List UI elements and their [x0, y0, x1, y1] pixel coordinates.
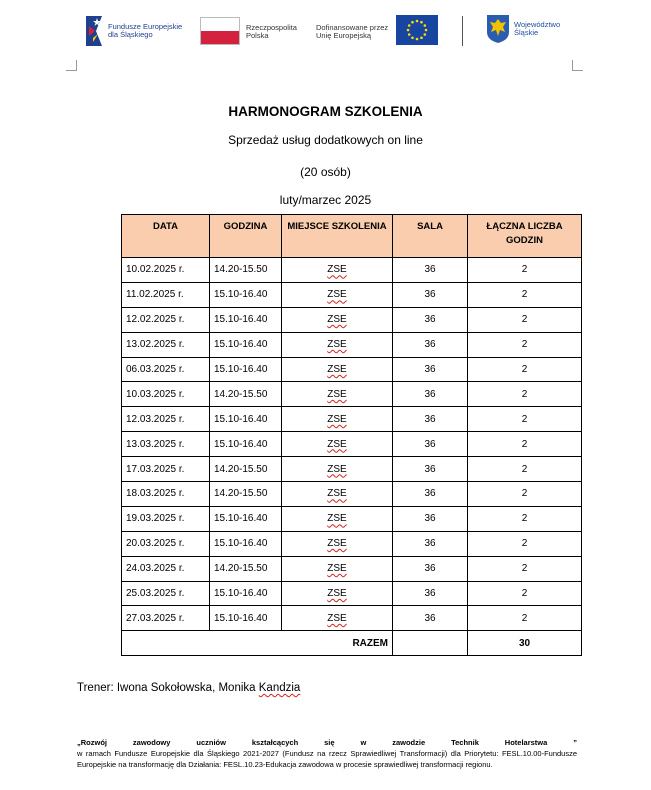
schedule-table [121, 214, 582, 656]
row-hours-text: 2 [521, 413, 528, 425]
table-row [122, 482, 582, 507]
row-room [393, 606, 468, 631]
row-date-text: 10.03.2025 r. [126, 388, 185, 400]
row-time [210, 432, 282, 457]
row-room-text: 36 [424, 314, 436, 326]
row-place-text: ZSE [327, 563, 347, 575]
row-place-text: ZSE [327, 314, 347, 326]
row-room-text: 36 [424, 563, 436, 575]
row-room [393, 432, 468, 457]
slaskie-eagle-icon [486, 14, 510, 44]
row-date-text: 20.03.2025 r. [126, 538, 185, 550]
row-hours-text: 2 [521, 463, 528, 475]
margin-corner-left [66, 60, 77, 71]
row-date-text: 17.03.2025 r. [126, 463, 185, 475]
row-room [393, 407, 468, 432]
table-row [122, 382, 582, 407]
row-hours-text: 2 [521, 563, 528, 575]
wojewodztwo-slaskie-logo [486, 14, 561, 49]
total-row [122, 631, 582, 656]
row-time-text: 14.20-15.50 [214, 388, 268, 400]
row-date [122, 482, 210, 507]
row-time-text: 14.20-15.50 [214, 563, 268, 575]
row-place [282, 258, 393, 283]
row-time [210, 258, 282, 283]
row-place [282, 531, 393, 556]
row-hours [468, 556, 582, 581]
row-hours [468, 282, 582, 307]
row-place [282, 282, 393, 307]
row-room [393, 531, 468, 556]
row-place [282, 581, 393, 606]
row-date-text: 13.02.2025 r. [126, 339, 185, 351]
row-time-text: 15.10-16.40 [214, 438, 268, 450]
table-row [122, 307, 582, 332]
row-hours [468, 581, 582, 606]
row-time-text: 15.10-16.40 [214, 314, 268, 326]
row-place-text: ZSE [327, 413, 347, 425]
row-date-text: 12.03.2025 r. [126, 413, 185, 425]
row-time [210, 457, 282, 482]
row-date-text: 19.03.2025 r. [126, 513, 185, 525]
row-hours-text: 2 [521, 588, 528, 600]
table-row [122, 282, 582, 307]
row-place-text: ZSE [327, 488, 347, 500]
fe-logo-line-1: Fundusze Europejskie [108, 22, 183, 31]
funding-details: w ramach Fundusze Europejskie dla Śląskiego 2021-2027 (Fundusz na rzecz Sprawiedliwej Transformacji) dla Priorytetu: FESL.10.00-Fundusze Europejskie na transformację dla Działania: FESL.10.23-Edukacja zawodowa w procesie sprawiedliwej transformacji regionu. [77, 749, 577, 769]
row-place [282, 432, 393, 457]
row-time [210, 482, 282, 507]
row-time-text: 14.20-15.50 [214, 463, 268, 475]
row-hours-text: 2 [521, 513, 528, 525]
row-room [393, 482, 468, 507]
table-row [122, 432, 582, 457]
row-hours [468, 258, 582, 283]
row-room-text: 36 [424, 612, 436, 624]
table-row [122, 606, 582, 631]
eu-flag-icon [396, 15, 438, 45]
row-place [282, 506, 393, 531]
table-row [122, 581, 582, 606]
row-room-text: 36 [424, 264, 436, 276]
col-header-room: SALA [393, 215, 468, 258]
row-room-text: 36 [424, 289, 436, 301]
margin-corner-right [572, 60, 583, 71]
row-room [393, 556, 468, 581]
row-hours [468, 531, 582, 556]
row-place-text: ZSE [327, 588, 347, 600]
row-time [210, 531, 282, 556]
row-place [282, 407, 393, 432]
row-room-text: 36 [424, 538, 436, 550]
row-place [282, 357, 393, 382]
row-date [122, 581, 210, 606]
logo-divider [462, 16, 463, 46]
row-place [282, 332, 393, 357]
slaskie-logo-line-1: Województwo [514, 20, 561, 29]
row-time [210, 307, 282, 332]
row-time-text: 15.10-16.40 [214, 513, 268, 525]
row-hours [468, 382, 582, 407]
poland-flag-icon [200, 17, 240, 45]
row-time [210, 606, 282, 631]
row-time [210, 581, 282, 606]
row-room [393, 258, 468, 283]
row-date [122, 506, 210, 531]
row-date-text: 10.02.2025 r. [126, 264, 185, 276]
row-time-text: 15.10-16.40 [214, 538, 268, 550]
row-time-text: 15.10-16.40 [214, 413, 268, 425]
row-room [393, 506, 468, 531]
row-place-text: ZSE [327, 388, 347, 400]
row-hours [468, 407, 582, 432]
row-room [393, 382, 468, 407]
row-hours [468, 307, 582, 332]
row-room [393, 282, 468, 307]
row-date [122, 432, 210, 457]
row-time [210, 357, 282, 382]
row-place-text: ZSE [327, 289, 347, 301]
row-date [122, 457, 210, 482]
row-time [210, 407, 282, 432]
row-hours-text: 2 [521, 388, 528, 400]
row-room [393, 307, 468, 332]
row-time-text: 15.10-16.40 [214, 339, 268, 351]
row-place-text: ZSE [327, 463, 347, 475]
row-place-text: ZSE [327, 264, 347, 276]
row-date-text: 11.02.2025 r. [126, 289, 184, 301]
col-header-date: DATA [122, 215, 210, 258]
logo-bar [84, 14, 584, 48]
row-date-text: 27.03.2025 r. [126, 612, 185, 624]
row-time [210, 332, 282, 357]
row-hours-text: 2 [521, 289, 528, 301]
table-row [122, 556, 582, 581]
row-room [393, 457, 468, 482]
row-date [122, 307, 210, 332]
row-place [282, 482, 393, 507]
row-room-text: 36 [424, 364, 436, 375]
row-hours-text: 2 [521, 612, 528, 624]
row-room-text: 36 [424, 339, 436, 351]
table-row [122, 357, 582, 382]
fe-logo-line-2: dla Śląskiego [108, 30, 153, 39]
fe-flag-icon [84, 14, 106, 48]
row-room-text: 36 [424, 413, 436, 425]
row-date-text: 12.02.2025 r. [126, 314, 185, 326]
project-name: „Rozwój zawodowy uczniów kształcących się w zawodzie Technik Hotelarstwa ” [77, 738, 577, 747]
slaskie-logo-line-2: Śląskie [514, 28, 539, 37]
row-place [282, 307, 393, 332]
row-date [122, 332, 210, 357]
row-hours [468, 482, 582, 507]
row-date-text: 18.03.2025 r. [126, 488, 185, 500]
trainer-line [77, 682, 300, 694]
row-hours [468, 506, 582, 531]
row-hours-text: 2 [521, 339, 528, 351]
row-hours [468, 457, 582, 482]
row-place [282, 606, 393, 631]
row-room-text: 36 [424, 588, 436, 600]
pl-logo-line-2: Polska [246, 31, 269, 40]
funding-footnote [77, 737, 577, 770]
row-place [282, 382, 393, 407]
row-place-text: ZSE [327, 364, 347, 375]
row-hours-text: 2 [521, 364, 528, 375]
trainer-surname: Kandzia [258, 682, 301, 694]
row-date-text: 25.03.2025 r. [126, 588, 185, 600]
row-time-text: 15.10-16.40 [214, 289, 268, 301]
row-time-text: 14.20-15.50 [214, 264, 268, 276]
document-title: HARMONOGRAM SZKOLENIA [228, 104, 423, 119]
eu-logo-line-1: Dofinansowane przez [316, 23, 389, 32]
eu-logo-line-2: Unię Europejską [316, 31, 372, 40]
row-hours-text: 2 [521, 314, 528, 326]
row-date-text: 24.03.2025 r. [126, 563, 185, 575]
col-header-hours: ŁĄCZNA LICZBA GODZIN [468, 215, 582, 258]
total-label: RAZEM [122, 631, 393, 656]
row-hours [468, 357, 582, 382]
row-time-text: 15.10-16.40 [214, 588, 268, 600]
row-room-text: 36 [424, 463, 436, 475]
row-room-text: 36 [424, 438, 436, 450]
document-subtitle: Sprzedaż usług dodatkowych on line [228, 133, 423, 147]
row-hours-text: 2 [521, 438, 528, 450]
participants-count: (20 osób) [300, 165, 351, 179]
row-place-text: ZSE [327, 538, 347, 550]
total-hours: 30 [468, 631, 582, 656]
row-date-text: 13.03.2025 r. [126, 438, 185, 450]
row-hours-text: 2 [521, 488, 528, 500]
row-place-text: ZSE [327, 339, 347, 351]
row-date [122, 357, 210, 382]
col-header-place: MIEJSCE SZKOLENIA [282, 215, 393, 258]
trainer-names: Trener: Iwona Sokołowska, Monika [77, 682, 259, 694]
row-room-text: 36 [424, 388, 436, 400]
row-time-text: 15.10-16.40 [214, 612, 268, 624]
pl-logo-line-1: Rzeczpospolita [246, 23, 297, 32]
table-row [122, 407, 582, 432]
row-date [122, 531, 210, 556]
row-date [122, 382, 210, 407]
row-place [282, 556, 393, 581]
row-room-text: 36 [424, 488, 436, 500]
row-date [122, 282, 210, 307]
row-room-text: 36 [424, 513, 436, 525]
row-place-text: ZSE [327, 513, 347, 525]
row-hours [468, 432, 582, 457]
row-hours [468, 606, 582, 631]
row-date [122, 606, 210, 631]
row-time-text: 15.10-16.40 [214, 364, 268, 375]
row-time-text: 14.20-15.50 [214, 488, 268, 500]
row-time [210, 556, 282, 581]
row-room [393, 357, 468, 382]
row-date-text: 06.03.2025 r. [126, 364, 185, 375]
row-time [210, 382, 282, 407]
row-hours-text: 2 [521, 538, 528, 550]
training-period: luty/marzec 2025 [279, 193, 372, 207]
row-date [122, 258, 210, 283]
row-time [210, 282, 282, 307]
row-place-text: ZSE [327, 612, 347, 624]
row-hours [468, 332, 582, 357]
table-row [122, 531, 582, 556]
total-empty-cell [393, 631, 468, 656]
table-row [122, 258, 582, 283]
table-header-row [122, 215, 582, 258]
row-place-text: ZSE [327, 438, 347, 450]
row-place [282, 457, 393, 482]
row-date [122, 556, 210, 581]
row-hours-text: 2 [521, 264, 528, 276]
row-date [122, 407, 210, 432]
row-room [393, 332, 468, 357]
table-row [122, 506, 582, 531]
col-header-time: GODZINA [210, 215, 282, 258]
row-time [210, 506, 282, 531]
row-room [393, 581, 468, 606]
table-row [122, 332, 582, 357]
table-row [122, 457, 582, 482]
